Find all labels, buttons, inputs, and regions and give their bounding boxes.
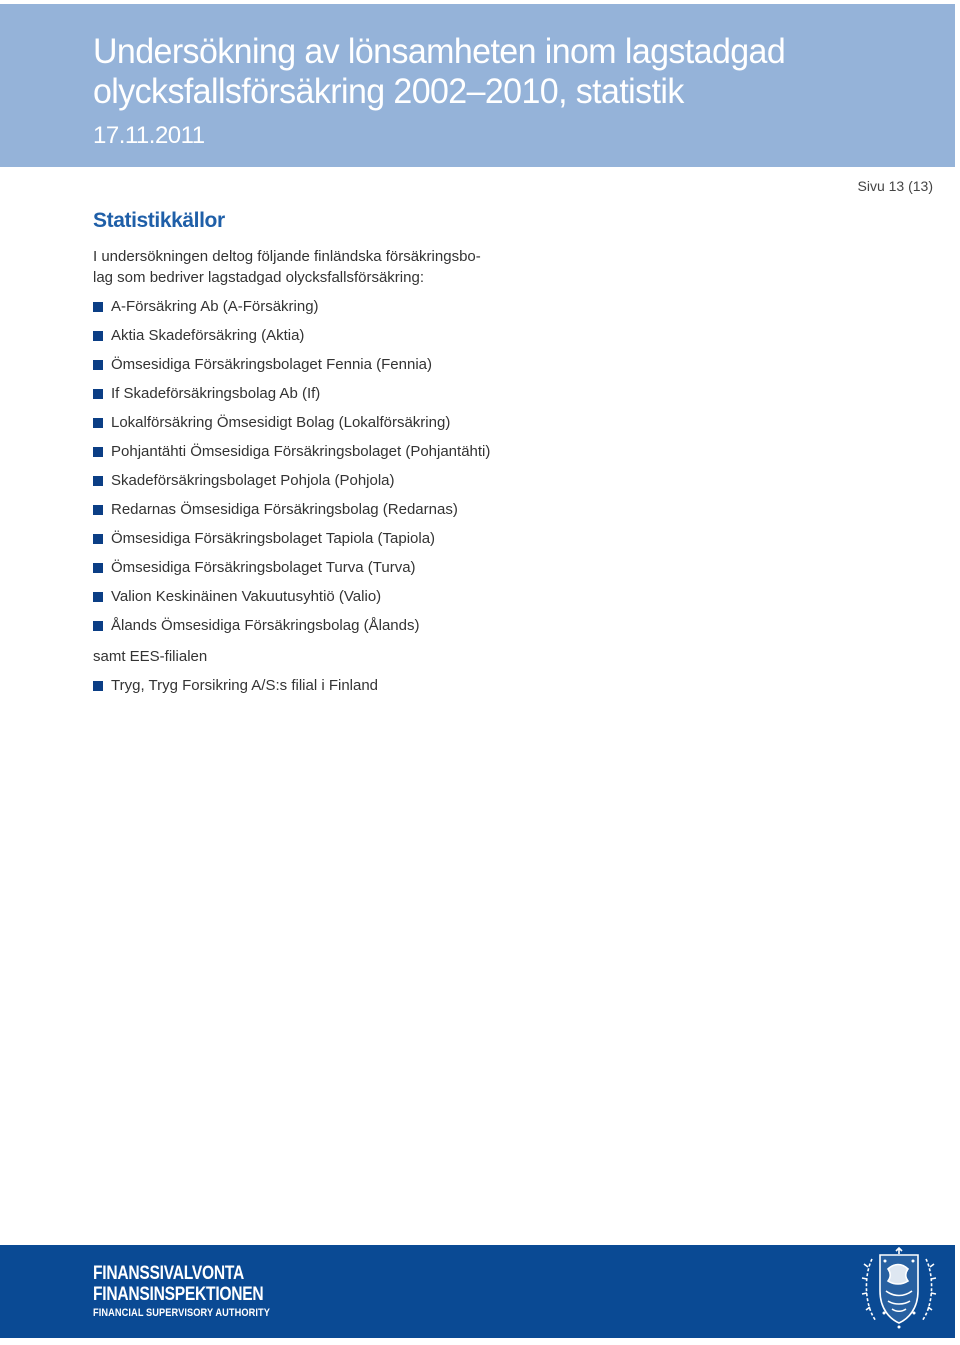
company-name: Valion Keskinäinen Vakuutusyhtiö (Valio) (111, 588, 382, 605)
list-item (93, 466, 490, 495)
list-item (93, 350, 490, 379)
company-list (93, 292, 490, 640)
list-item (93, 321, 490, 350)
logo-line-english: FINANCIAL SUPERVISORY AUTHORITY (93, 1307, 270, 1319)
company-name: Tryg, Tryg Forsikring A/S:s filial i Finland (111, 677, 379, 694)
document-title (93, 32, 888, 112)
square-bullet-icon (93, 505, 103, 515)
square-bullet-icon (93, 302, 103, 312)
list-item (93, 671, 378, 700)
intro-line1: I undersökningen deltog följande finländska försäkringsbo- (93, 248, 481, 265)
company-name: Lokalförsäkring Ömsesidigt Bolag (Lokalförsäkring) (111, 414, 451, 431)
company-name: Ömsesidiga Försäkringsbolaget Fennia (Fennia) (111, 356, 432, 373)
page-footer (0, 1245, 955, 1338)
intro-line2: lag som bedriver lagstadgad olycksfallsförsäkring: (93, 269, 424, 286)
list-item (93, 437, 490, 466)
square-bullet-icon (93, 447, 103, 457)
company-name: If Skadeförsäkringsbolag Ab (If) (111, 385, 321, 402)
square-bullet-icon (93, 389, 103, 399)
eea-branch-label: samt EES-filialen (93, 648, 208, 665)
square-bullet-icon (93, 418, 103, 428)
list-item (93, 553, 490, 582)
list-item (93, 611, 490, 640)
square-bullet-icon (93, 331, 103, 341)
eea-branch-list (93, 671, 378, 700)
page-header (0, 4, 955, 167)
square-bullet-icon (93, 563, 103, 573)
list-item (93, 379, 490, 408)
square-bullet-icon (93, 592, 103, 602)
logo-line-swedish: FINANSINSPEKTIONEN (93, 1284, 264, 1305)
list-item (93, 292, 490, 321)
company-name: Aktia Skadeförsäkring (Aktia) (111, 327, 305, 344)
company-name: Pohjantähti Ömsesidiga Försäkringsbolaget (Pohjantähti) (111, 443, 491, 460)
intro-paragraph (93, 246, 493, 288)
list-item (93, 495, 490, 524)
section-title: Statistikkällor (93, 209, 225, 232)
document-date: 17.11.2011 (93, 122, 205, 149)
company-name: Ömsesidiga Försäkringsbolaget Turva (Turva) (111, 559, 416, 576)
logo-line-finnish: FINANSSIVALVONTA (93, 1263, 245, 1284)
list-item (93, 524, 490, 553)
square-bullet-icon (93, 360, 103, 370)
coat-of-arms-icon (858, 1247, 940, 1337)
company-name: Redarnas Ömsesidiga Försäkringsbolag (Redarnas) (111, 501, 458, 518)
square-bullet-icon (93, 534, 103, 544)
list-item (93, 582, 490, 611)
square-bullet-icon (93, 476, 103, 486)
list-item (93, 408, 490, 437)
company-name: Ömsesidiga Försäkringsbolaget Tapiola (Tapiola) (111, 530, 436, 547)
authority-logo (93, 1263, 304, 1320)
document-title-line1: Undersökning av lönsamheten inom lagstadgad (93, 32, 786, 71)
page-number: Sivu 13 (13) (857, 178, 933, 194)
document-title-line2: olycksfallsförsäkring 2002–2010, statistik (93, 72, 684, 111)
company-name: Ålands Ömsesidiga Försäkringsbolag (Ålands) (111, 617, 420, 634)
company-name: A-Försäkring Ab (A-Försäkring) (111, 298, 319, 315)
square-bullet-icon (93, 681, 103, 691)
company-name: Skadeförsäkringsbolaget Pohjola (Pohjola) (111, 472, 395, 489)
square-bullet-icon (93, 621, 103, 631)
